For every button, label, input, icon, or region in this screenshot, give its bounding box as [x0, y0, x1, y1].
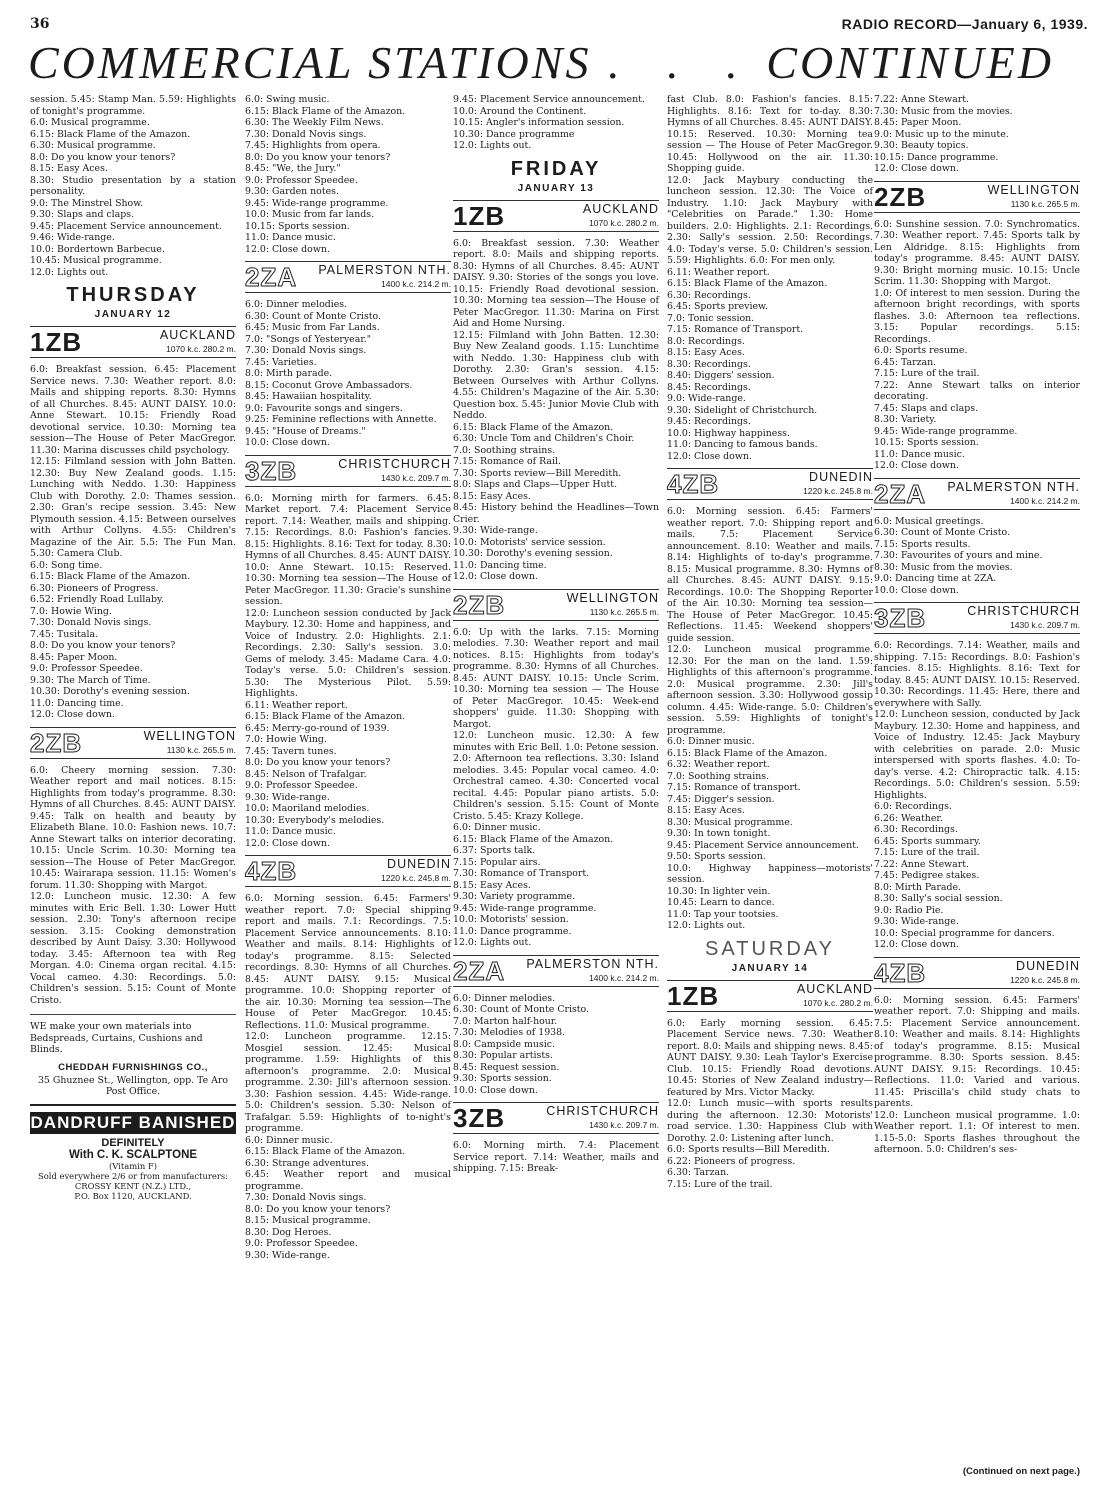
station-call: 1ZB	[667, 980, 720, 1011]
station-frequency: 1400 k.c. 214.2 m.	[1010, 495, 1080, 506]
day-name: FRIDAY	[510, 157, 602, 180]
listing-text: 6.0: Dinner melodies. 6.30: Count of Monte Cristo. 6.45: Music from Far Lands. 7.0: "Songs of Yesteryear." 7.30: Donald Novis sings. 7.45: Varieties. 8.0: Mirth parade. 8.15: Coconut Grove Ambassadors. 8.45: Hawaiian hospitality. 9.0: Favourite songs and singers. 9.25: Feminine reflections with Annette. 9.45: "House of Dreams." 10.0: Close down.	[245, 299, 437, 448]
station-header	[245, 261, 451, 293]
listing-text: 6.0: Cheery morning session. 7.30: Weather report and mail notices. 8.15: Highlights from today's programme. 8.30: Hymns of all Churches. 8.45: AUNT DAISY. 9.45: Talk on health and beauty by Elizabeth Blane. 10.0: Fashion news. 10.7: Anne Stewart talks on interior decorating. 10.15: Uncle Scrim. 10.30: Morning tea session—The House of Peter MacGregor. 10.45: Wairarapa session. 11.15: Women's forum. 11.30: Shopping with Margot. 12.0: Luncheon music. 12.30: A few minutes with Eric Bell. 1.30: Lower Hutt session. 2.30: Tony's afternoon recipe session. 3.15: Cooking demonstration described by Aunt Daisy. 3.30: Hollywood today. 3.45: Afternoon tea with Reg Morgan. 4.0: Cinema organ recital. 4.15: Vocal cameo. 4.30: Recordings. 5.0: Children's session. 5.15: Count of Monte Cristo.	[30, 764, 236, 1006]
ad-text: WE make your own materials into Bedspreads, Curtains, Cushions and Blinds.	[30, 1021, 203, 1055]
day-heading	[30, 284, 236, 320]
station-header	[453, 200, 659, 232]
listing-text: 6.0: Recordings. 7.14: Weather, mails and shipping. 7.15: Recordings. 8.0: Fashion's fancies. 8.15: Highlights. 8.16: Text for today. 8.45: AUNT DAISY. 10.15: Reserved. 10.30: Recordings. 11.45: Here, there and everywhere with Sally. 12.0: Luncheon session, conducted by Jack Maybury. 12.30: Home and happiness, and Voice of Industry. 12.45: Jack Maybury with celebrities on parade. 2.0: Music interspersed with sports flashes. 4.0: To-day's verse. 4.2: Chiropractic talk. 4.15: Recordings. 5.0: Children's session. 5.59: Highlights. 6.0: Recordings. 6.26: Weather. 6.30: Recordings. 6.45: Sports summary. 7.15: Lure of the trail. 7.22: Anne Stewart. 7.45: Pedigree stakes. 8.0: Mirth Parade. 8.30: Sally's social session. 9.0: Radio Pie. 9.30: Wide-range. 10.0: Special programme for dancers. 12.0: Close down.	[874, 640, 1080, 950]
ad-address: 35 Ghuznee St., Wellington, opp. Te Aro Post Office.	[37, 1074, 229, 1097]
station-city: PALMERSTON NTH.	[526, 956, 659, 971]
day-date: JANUARY 12	[94, 309, 172, 320]
station-frequency: 1220 k.c. 245.8 m.	[803, 486, 873, 496]
station-frequency: 1400 k.c. 214.2 m.	[589, 972, 659, 983]
day-date: JANUARY 13	[517, 182, 595, 194]
page-number: 36	[30, 16, 50, 32]
ad-subhead: DEFINITELY	[101, 1136, 165, 1149]
title-dots: . . . .	[548, 37, 755, 88]
station-city: DUNEDIN	[1016, 958, 1080, 973]
listing-text: 6.0: Morning session. 6.45: Farmers' weather report. 7.0: Shipping and mails. 7.5: Placement Service announcement. 8.10: Weather and mails. 8.14: Highlights of today's programme. 8.15: Musical programme. 8.30: Sports session. 8.45: AUNT DAISY. 9.15: Recordings. 10.45: Reflections. 11.0: Varied and various. 11.45: Priscilla's child study chats to parents. 12.0: Luncheon musical programme. 1.0: Weather report. 1.1: Of interest to men. 1.15-5.0: Sports flashes throughout the afternoon. 5.0: Children's ses-	[874, 994, 1080, 1155]
station-header	[453, 1102, 659, 1134]
station-call: 4ZB	[245, 856, 298, 886]
column-2	[245, 94, 451, 1261]
listing-text: 6.0: Musical greetings. 6.30: Count of Monte Cristo. 7.15: Sports results. 7.30: Favourites of yours and mine. 8.30: Music from the movies. 9.0: Dancing time at 2ZA. 10.0: Close down.	[874, 515, 1043, 596]
station-header	[667, 980, 873, 1012]
column-5	[874, 94, 1080, 1156]
station-call: 3ZB	[245, 455, 298, 486]
listing-text: 6.0: Early morning session. 6.45: Placement Service news. 7.30: Weather report. 8.0: Mails and shipping news. 8.45: AUNT DAISY. 9.30: Leah Taylor's Exercise Club. 10.15: Friendly Road devotions. 10.45: Stories of New Zealand industry—featured by Mrs. Victor Macky. 12.0: Lunch music—with sports results during the afternoon. 12.30: Motorists' road service. 1.30: Happiness Club with Dorothy. 2.0: Listening after lunch. 6.0: Sports results—Bill Meredith. 6.22: Pioneers of progress. 6.30: Tarzan. 7.15: Lure of the trail.	[667, 1017, 873, 1190]
continued-note: (Continued on next page.)	[962, 1466, 1080, 1477]
station-city: WELLINGTON	[987, 182, 1080, 197]
station-header	[874, 478, 1080, 510]
advertisement-cheddah	[30, 1014, 236, 1098]
station-header	[30, 326, 236, 358]
station-call: 3ZB	[453, 1103, 506, 1133]
station-call: 2ZA	[453, 955, 506, 986]
day-heading	[453, 158, 659, 194]
station-frequency: 1070 k.c. 280.2 m.	[803, 997, 873, 1008]
listing-text: session. 5.45: Stamp Man. 5.59: Highlights of tonight's programme. 6.0: Musical programme. 6.15: Black Flame of the Amazon. 6.30: Musical programme. 8.0: Do you know your tenors? 8.15: Easy Aces. 8.30: Studio presentation by a station personality. 9.0: The Minstrel Show. 9.30: Slaps and claps. 9.45: Placement Service announcement. 9.46: Wide-range. 10.0: Bordertown Barbecue. 10.45: Musical programme. 12.0: Lights out.	[30, 94, 236, 278]
ad-product: With C. K. SCALPTONE	[68, 1148, 198, 1161]
station-frequency: 1220 k.c. 245.8 m.	[1010, 974, 1080, 985]
station-frequency: 1130 k.c. 265.5 m.	[1010, 198, 1080, 209]
station-call: 3ZB	[874, 603, 927, 633]
station-city: CHRISTCHURCH	[967, 604, 1080, 618]
station-header	[245, 455, 451, 487]
station-frequency: 1430 k.c. 209.7 m.	[381, 472, 451, 483]
station-frequency: 1070 k.c. 280.2 m.	[589, 217, 659, 228]
station-frequency: 1430 k.c. 209.7 m.	[589, 1120, 659, 1130]
station-call: 4ZB	[874, 957, 927, 988]
station-city: DUNEDIN	[387, 857, 451, 871]
station-header	[453, 589, 659, 621]
listing-text: 6.0: Dinner melodies. 6.30: Count of Monte Cristo. 7.0: Marton half-hour. 7.30: Melodies of 1938. 8.0: Campside music. 8.30: Popular artists. 8.45: Request session. 9.30: Sports session. 10.0: Close down.	[453, 992, 590, 1096]
listing-text: 9.45: Placement Service announcement. 10.0: Around the Continent. 10.15: Angler's information session. 10.30: Dance programme 12.0: Lights out.	[453, 94, 645, 151]
day-date: JANUARY 14	[731, 962, 809, 974]
day-heading	[667, 938, 873, 974]
station-call: 2ZB	[874, 181, 927, 212]
station-city: WELLINGTON	[566, 590, 659, 605]
advertisement-scalptone	[30, 1104, 236, 1201]
station-header	[874, 181, 1080, 213]
title-continued: CONTINUED	[766, 37, 1054, 88]
station-frequency: 1130 k.c. 265.5 m.	[166, 744, 236, 755]
station-call: 4ZB	[667, 469, 720, 499]
station-city: AUCKLAND	[159, 328, 236, 342]
station-call: 2ZB	[453, 589, 506, 620]
listing-text: 6.0: Morning mirth. 7.4: Placement Service report. 7.14: Weather, mails and shipping. 7.15: Break-	[453, 1140, 659, 1174]
ad-headline: DANDRUFF BANISHED	[30, 1112, 236, 1132]
station-city: DUNEDIN	[809, 470, 873, 484]
listing-text: 7.22: Anne Stewart. 7.30: Music from the movies. 8.45: Paper Moon. 9.0: Music up to the minute. 9.30: Beauty topics. 10.15: Dance programme. 12.0: Close down.	[874, 94, 1013, 174]
ad-small-print: (Vitamin F) Sold everywhere 2/6 or from manufacturers: CROSSY KENT (N.Z.) LTD., P.O. Box 1120, AUCKLAND.	[38, 1160, 228, 1201]
ad-company: CHEDDAH FURNISHINGS CO.,	[58, 1061, 208, 1073]
listing-text: 6.0: Breakfast session. 7.30: Weather report. 8.0: Mails and shipping reports. 8.30: Hymns of all Churches. 8.45: AUNT DAISY. 9.30: Stories of the songs you love. 10.15: Friendly Road devotional session. 10.30: Morning tea session—The House of Peter MacGregor. 11.30: Marina on First Aid and Home Nursing. 12.15: Filmland with John Batten. 12.30: Buy New Zealand goods. 1.15: Lunchtime with Neddo. 1.30: Happiness club with Dorothy. 2.30: Gran's session. 4.15: Between Ourselves with Arthur Collyns. 4.55: Children's Magazine of the Air. 5.30: Question box. 5.45: Junior Movie Club with Neddo. 6.15: Black Flame of the Amazon. 6.30: Uncle Tom and Children's Choir. 7.0: Soothing strains. 7.15: Romance of Rail. 7.30: Sports review—Bill Meredith. 8.0: Slaps and Claps—Upper Hutt. 8.15: Easy Aces. 8.45: History behind the Headlines—Town Crier. 9.30: Wide-range. 10.0: Motorists' service session. 10.30: Dorothy's evening session. 11.0: Dancing time. 12.0: Close down.	[453, 237, 659, 582]
listing-text: 6.0: Swing music. 6.15: Black Flame of the Amazon. 6.30: The Weekly Film News. 7.30: Donald Novis sings. 7.45: Highlights from opera. 8.0: Do you know your tenors? 8.45: "We, the Jury." 9.0: Professor Speedee. 9.30: Garden notes. 9.45: Wide-range programme. 10.0: Music from far lands. 10.15: Sports session. 11.0: Dance music. 12.0: Close down.	[245, 94, 406, 255]
listing-text: 6.0: Up with the larks. 7.15: Morning melodies. 7.30: Weather report and mail notices. 8.15: Highlights from today's programme. 8.30: Hymns of all Churches. 8.45: AUNT DAISY. 10.15: Uncle Scrim. 10.30: Morning tea session — The House of Peter MacGregor. 10.45: Week-end shoppers' guide. 11.30: Shopping with Margot. 12.0: Luncheon music. 12.30: A few minutes with Eric Bell. 1.0: Petone session. 2.0: Afternoon tea reflections. 3.30: Island melodies. 3.45: Popular vocal cameo. 4.0: Orchestral cameo. 4.30: Concerted vocal recital. 4.45: Popular piano artists. 5.0: Children's session. 5.15: Count of Monte Cristo. 5.45: Krazy Kollege. 6.0: Dinner music. 6.15: Black Flame of the Amazon. 6.37: Sports talk. 7.15: Popular airs. 7.30: Romance of Transport. 8.15: Easy Aces. 9.30: Variety programme. 9.45: Wide-range programme. 10.0: Motorists' session. 11.0: Dance programme. 12.0: Lights out.	[453, 626, 659, 948]
station-city: PALMERSTON NTH.	[947, 479, 1080, 494]
page-title: COMMERCIAL STATIONS	[28, 37, 592, 88]
station-header	[30, 727, 236, 759]
running-head: RADIO RECORD—January 6, 1939.	[841, 16, 1088, 32]
station-city: AUCKLAND	[796, 981, 873, 996]
station-call: 2ZA	[874, 478, 927, 509]
station-call: 1ZB	[30, 327, 83, 357]
station-header	[245, 855, 451, 887]
station-call: 1ZB	[453, 200, 506, 231]
column-1	[30, 94, 236, 1201]
listing-text: 6.0: Sunshine session. 7.0: Synchromatics. 7.30: Weather report. 7.45: Sports talk by Len Aldridge. 8.15: Highlights from today's programme. 8.45: AUNT DAISY. 9.30: Bright morning music. 10.15: Uncle Scrim. 11.30: Shopping with Margot. 1.0: Of interest to men session. During the afternoon bright recordings, with sports flashes. 3.0: Afternoon tea reflections. 3.15: Popular recordings. 5.15: Recordings. 6.0: Sports resume. 6.45: Tarzan. 7.15: Lure of the trail. 7.22: Anne Stewart talks on interior decorating. 7.45: Slaps and claps. 8.30: Variety. 9.45: Wide-range programme. 10.15: Sports session. 11.0: Dance music. 12.0: Close down.	[874, 218, 1080, 471]
station-call: 2ZA	[245, 262, 298, 292]
day-name: SATURDAY	[705, 937, 835, 960]
station-call: 2ZB	[30, 727, 83, 758]
listing-text: 6.0: Morning session. 6.45: Farmers' weather report. 7.0: Shipping report and mails. 7.5: Placement Service announcement. 8.10: Weather and mails. 8.14: Highlights of to-day's programme. 8.15: Musical programme. 8.30: Hymns of all Churches. 8.45: AUNT DAISY. 9.15: Recordings. 10.0: The Shopping Reporter of the Air. 10.30: Morning tea session—The House of Peter MacGregor. 10.45: Reflections. 11.45: Weekend shoppers' guide session. 12.0: Luncheon musical programme. 12.30: For the man on the land. 1.59: Highlights of this afternoon's programme. 2.0: Musical programme. 2.30: Jill's afternoon session. 3.30: Hollywood gossip column. 4.45: Wide-range. 5.0: Children's session. 5.59: Highlights of tonight's programme. 6.0: Dinner music. 6.15: Black Flame of the Amazon. 6.32: Weather report. 7.0: Soothing strains. 7.15: Romance of transport. 7.45: Digger's session. 8.15: Easy Aces. 8.30: Musical programme. 9.30: In town tonight. 9.45: Placement Service announcement. 9.50: Sports session. 10.0: Highway happiness—motorists' session. 10.30: In lighter vein. 10.45: Learn to dance. 11.0: Tap your tootsies. 12.0: Lights out.	[667, 506, 873, 931]
station-frequency: 1070 k.c. 280.2 m.	[166, 344, 236, 354]
station-city: CHRISTCHURCH	[546, 1104, 659, 1118]
station-city: AUCKLAND	[582, 201, 659, 216]
station-city: CHRISTCHURCH	[338, 456, 451, 471]
station-header	[667, 468, 873, 500]
listing-text: fast Club. 8.0: Fashion's fancies. 8.15: Highlights. 8.16: Text for to-day. 8.30: Hymns of all Churches. 8.45: AUNT DAISY. 10.15: Reserved. 10.30: Morning tea session — The House of Peter MacGregor. 10.45: Hollywood on the air. 11.30: Shopping guide. 12.0: Jack Maybury conducting the luncheon session. 12.30: The Voice of Industry. 1.10: Jack Maybury with "Celebrities on Parade." 1.30: Home builders. 2.0: Highlights. 2.1: Recordings. 2.30: Sally's session. 2.50: Recordings. 4.0: Today's verse. 5.0: Children's session. 5.59: Highlights. 6.0: For men only. 6.11: Weather report. 6.15: Black Flame of the Amazon. 6.30: Recordings. 6.45: Sports preview. 7.0: Tonic session. 7.15: Romance of Transport. 8.0: Recordings. 8.15: Easy Aces. 8.30: Recordings. 8.40: Diggers' session. 8.45: Recordings. 9.0: Wide-range. 9.30: Sidelight of Christchurch. 9.45: Recordings. 10.0: Highway happiness. 11.0: Dancing to famous bands. 12.0: Close down.	[667, 94, 873, 462]
station-frequency: 1220 k.c. 245.8 m.	[381, 873, 451, 883]
column-4	[667, 94, 873, 1190]
listing-text: 6.0: Morning mirth for farmers. 6.45: Market report. 7.4: Placement Service report. 7.14: Weather, mails and shipping. 7.15: Recordings. 8.0: Fashion's fancies. 8.15: Highlights. 8.16: Text for today. 8.30: Hymns of all Churches. 8.45: AUNT DAISY. 10.0: Anne Stewart. 10.15: Reserved. 10.30: Morning tea session—The House of Peter MacGregor. 11.30: Gracie's sunshine session. 12.0: Luncheon session conducted by Jack Maybury. 12.30: Home and happiness, and Voice of Industry. 2.0: Highlights. 2.1: Recordings. 2.30: Sally's session. 3.0: Gems of melody. 3.45: Madame Cara. 4.0: Today's verse. 5.0: Children's session. 5.30: The Mysterious Pilot. 5.59: Highlights. 6.11: Weather report. 6.15: Black Flame of the Amazon. 6.45: Merry-go-round of 1939. 7.0: Howie Wing. 7.45: Tavern tunes. 8.0: Do you know your tenors? 8.45: Nelson of Trafalgar. 9.0: Professor Speedee. 9.30: Wide-range. 10.0: Maoriland melodies. 10.30: Everybody's melodies. 11.0: Dance music. 12.0: Close down.	[245, 492, 451, 849]
column-3	[453, 94, 659, 1175]
station-header	[453, 955, 659, 987]
station-frequency: 1400 k.c. 214.2 m.	[381, 279, 451, 289]
listing-text: 6.0: Morning session. 6.45: Farmers' weather report. 7.0: Special shipping report and mails. 7.1: Recordings. 7.5: Placement Service announcements. 8.10: Weather and mails. 8.14: Highlights of today's programme. 8.15: Selected recordings. 8.30: Hymns of all Churches. 8.45: AUNT DAISY. 9.15: Musical programme. 10.0: Shopping reporter of the air. 10.30: Morning tea session—The House of Peter MacGregor. 10.45: Reflections. 11.0: Musical programme. 12.0: Luncheon programme. 12.15: Mosgiel session. 12.45: Musical programme. 1.59: Highlights of this afternoon's programme. 2.0: Musical programme. 2.30: Jill's afternoon session. 3.30: Fashion session. 4.45: Wide-range. 5.0: Children's session. 5.30: Nelson of Trafalgar. 5.59: Highlights of to-night's programme. 6.0: Dinner music. 6.15: Black Flame of the Amazon. 6.30: Strange adventures. 6.45: Weather report and musical programme. 7.30: Donald Novis sings. 8.0: Do you know your tenors? 8.15: Musical programme. 8.30: Dog Heroes. 9.0: Professor Speedee. 9.30: Wide-range.	[245, 893, 451, 1261]
station-header	[874, 957, 1080, 989]
station-frequency: 1430 k.c. 209.7 m.	[1010, 620, 1080, 630]
station-frequency: 1130 k.c. 265.5 m.	[589, 606, 659, 617]
station-header	[874, 602, 1080, 634]
station-city: WELLINGTON	[143, 728, 236, 743]
day-name: THURSDAY	[66, 284, 200, 306]
listing-text: 6.0: Breakfast session. 6.45: Placement Service news. 7.30: Weather report. 8.0: Mails and shipping reports. 8.30: Hymns of all Churches. 8.45: AUNT DAISY. 10.0: Anne Stewart. 10.15: Friendly Road devotional service. 10.30: Morning tea session—The House of Peter MacGregor. 11.30: Marina discusses child psychology. 12.15: Filmland session with John Batten. 12.30: Buy New Zealand goods. 1.15: Lunching with Neddo. 1.30: Happiness Club with Dorothy. 2.0: Thames session. 2.30: Gran's recipe session. 3.45: New Plymouth session. 4.15: Between ourselves with Arthur Collyns. 4.55: Children's Magazine of the Air. 5.5: The Fun Man. 5.30: Camera Club. 6.0: Song time. 6.15: Black Flame of the Amazon. 6.30: Pioneers of Progress. 6.52: Friendly Road Lullaby. 7.0: Howie Wing. 7.30: Donald Novis sings. 7.45: Tusitala. 8.0: Do you know your tenors? 8.45: Paper Moon. 9.0: Professor Speedee. 9.30: The March of Time. 10.30: Dorothy's evening session. 11.0: Dancing time. 12.0: Close down.	[30, 364, 236, 720]
station-city: PALMERSTON NTH.	[318, 263, 451, 277]
